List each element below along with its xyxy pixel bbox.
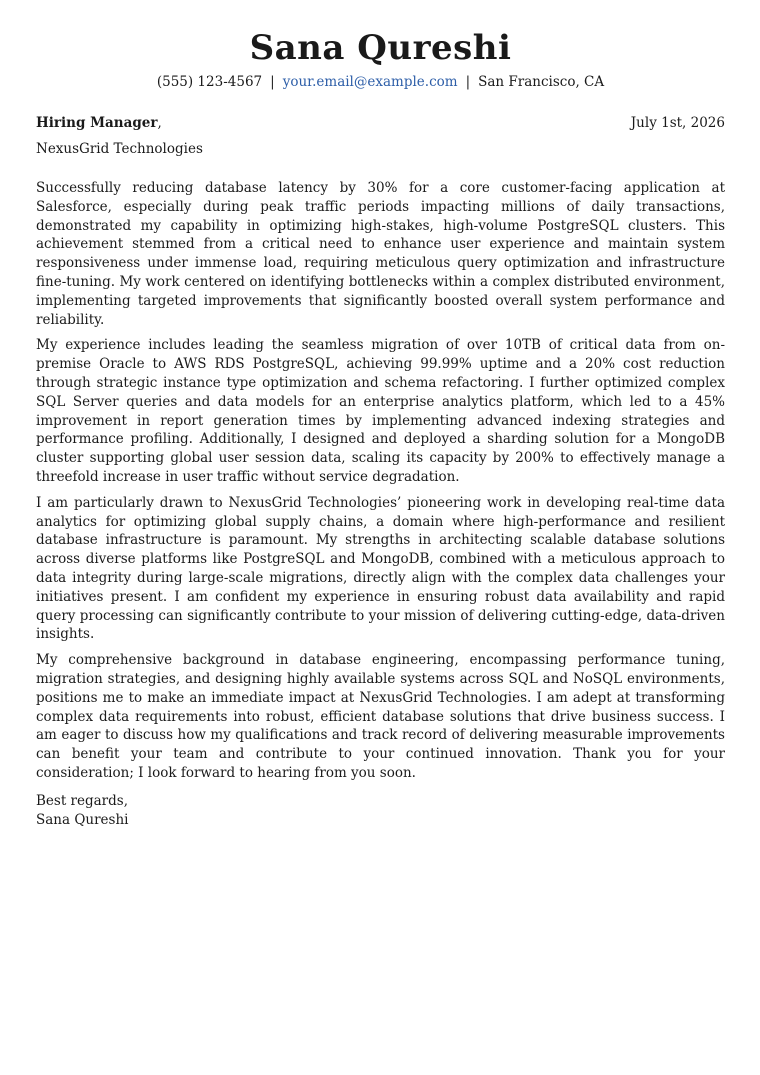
contact-line	[36, 72, 725, 92]
contact-separator: |	[270, 74, 275, 90]
recipient-row	[36, 113, 725, 133]
body-paragraph: My comprehensive background in database engineering, encompassing performance tuning, migration strategies, and designing highly available systems across SQL and NoSQL environments, positions me to make an immediate impact at NexusGrid Technologies. I am adept at transforming complex data requirements into robust, efficient database solutions that drive business success. I am eager to discuss how my qualifications and track record of delivering measurable improvements can benefit your team and contribute to your continued innovation. Thank you for your consideration; I look forward to hearing from you soon.	[36, 652, 725, 781]
body-paragraph: I am particularly drawn to NexusGrid Technologies’ pioneering work in developing real-time data analytics for optimizing global supply chains, a domain where high-performance and resilient database infrastructure is paramount. My strengths in architecting scalable database solutions across diverse platforms like PostgreSQL and MongoDB, combined with a meticulous approach to data integrity during large-scale migrations, directly align with the complex data challenges your initiatives present. I am confident my experience in ensuring robust data availability and rapid query processing can significantly contribute to your mission of delivering cutting-edge, data-driven insights.	[36, 494, 725, 643]
cover-letter-page	[36, 26, 725, 830]
closing-signature: Sana Qureshi	[36, 811, 129, 828]
letter-closing	[36, 792, 725, 830]
body-paragraph: My experience includes leading the seamless migration of over 10TB of critical data from on-premise Oracle to AWS RDS PostgreSQL, achieving 99.99% uptime and a 20% cost reduction through strategic instance type optimization and schema refactoring. I further optimized complex SQL Server queries and data models for an enterprise analytics platform, which led to a 45% improvement in report generation times by implementing advanced indexing strategies and performance profiling. Additionally, I designed and deployed a sharding solution for a MongoDB cluster supporting global user session data, scaling its capacity by 200% to effectively manage a threefold increase in user traffic without service degradation.	[36, 337, 725, 485]
contact-separator: |	[465, 74, 471, 90]
body-paragraph: Successfully reducing database latency by 30% for a core customer-facing application at Salesforce, especially during peak traffic periods impacting millions of daily transactions, demonstrated my capability in optimizing high-stakes, high-volume PostgreSQL clusters. This achievement stemmed from a critical need to enhance user experience and maintain system responsiveness under immense load, requiring meticulous query optimization and infrastructure fine-tuning. My work centered on identifying bottlenecks within a complex distributed environment, implementing targeted improvements that significantly boosted overall system performance and reliability.	[36, 180, 725, 328]
closing-salutation: Best regards,	[36, 792, 129, 809]
recipient-title: Hiring Manager	[36, 115, 158, 131]
phone-number: (555) 123-4567	[156, 74, 263, 90]
recipient-company: NexusGrid Technologies	[36, 141, 203, 157]
letter-date: July 1st, 2026	[630, 115, 725, 131]
letter-body	[36, 179, 725, 783]
recipient-greeting	[36, 113, 162, 133]
email-link[interactable]: your.email@example.com	[282, 74, 458, 90]
applicant-name: Sana Qureshi	[249, 28, 512, 68]
location: San Francisco, CA	[478, 74, 605, 90]
recipient-title-suffix: ,	[157, 115, 162, 131]
